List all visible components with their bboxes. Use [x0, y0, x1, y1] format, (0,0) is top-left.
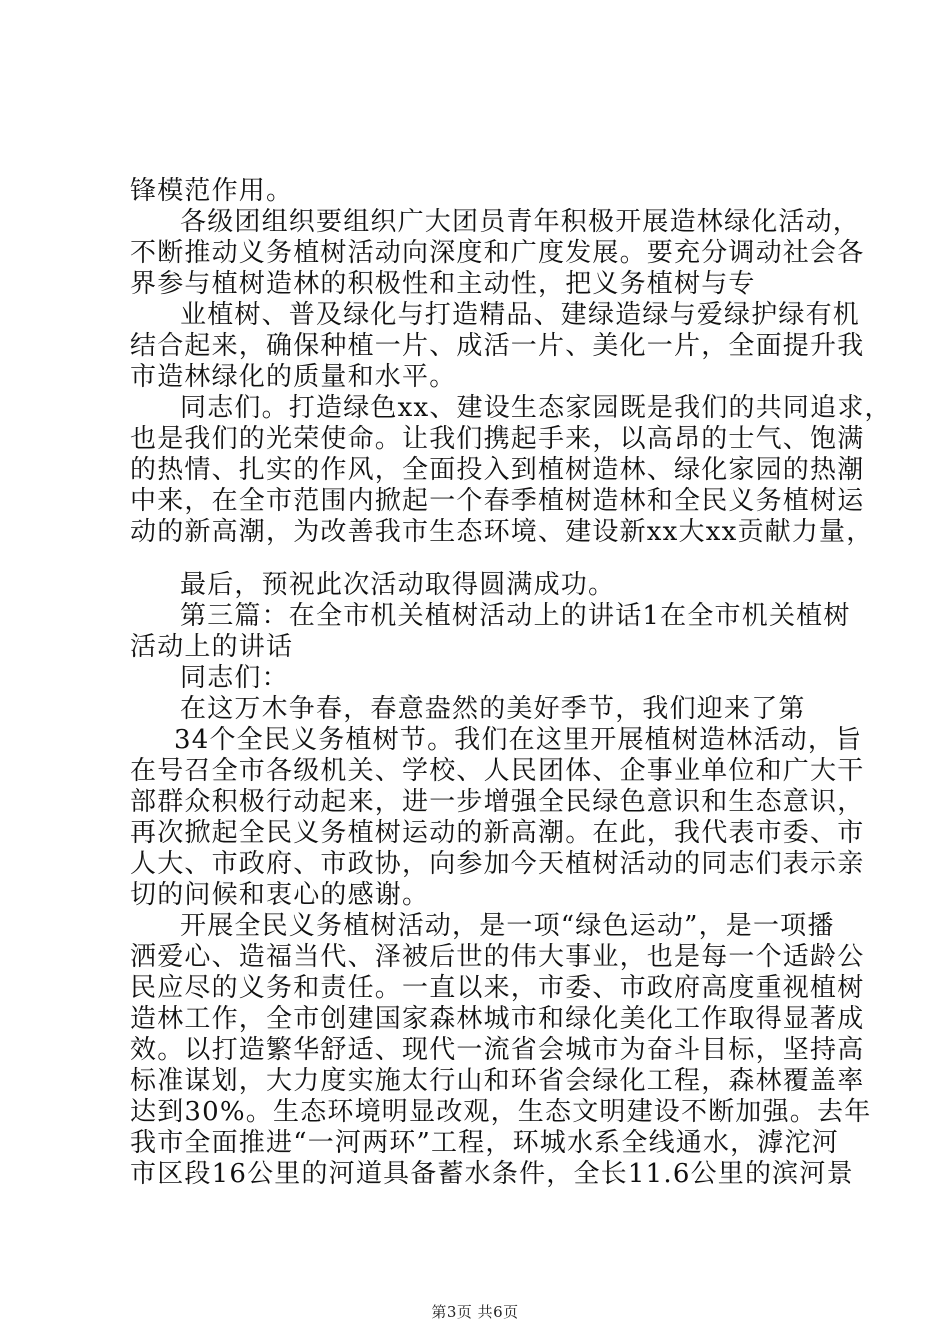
text-line: 的热情、扎实的作风，全面投入到植树造林、绿化家园的热潮 — [130, 455, 865, 485]
text-line: 造林工作，全市创建国家森林城市和绿化美化工作取得显著成 — [130, 1004, 865, 1034]
text-line: 各级团组织要组织广大团员青年积极开展造林绿化活动， — [180, 207, 861, 237]
text-line: 在这万木争春，春意盎然的美好季节，我们迎来了第 — [180, 694, 806, 724]
text-line: 最后，预祝此次活动取得圆满成功。 — [180, 570, 616, 600]
text-line: 达到30%。生态环境明显改观，生态文明建设不断加强。去年 — [130, 1097, 872, 1127]
text-line: 结合起来，确保种植一片、成活一片、美化一片，全面提升我 — [130, 331, 865, 361]
text-line: 切的问候和衷心的感谢。 — [130, 880, 430, 910]
text-line: 人大、市政府、市政协，向参加今天植树活动的同志们表示亲 — [130, 849, 865, 879]
text-line: 部群众积极行动起来，进一步增强全民绿色意识和生态意识， — [130, 787, 865, 817]
page-number: 第3页 共6页 — [431, 1303, 519, 1321]
text-line: 也是我们的光荣使命。让我们携起手来，以高昂的士气、饱满 — [130, 424, 865, 454]
text-line: 民应尽的义务和责任。一直以来，市委、市政府高度重视植树 — [130, 973, 865, 1003]
text-line: 效。以打造繁华舒适、现代一流省会城市为奋斗目标，坚持高 — [130, 1035, 865, 1065]
text-line: 不断推动义务植树活动向深度和广度发展。要充分调动社会各 — [130, 238, 865, 268]
text-line: 锋模范作用。 — [130, 176, 294, 206]
text-line: 34个全民义务植树节。我们在这里开展植树造林活动，旨 — [174, 725, 863, 755]
text-line: 我市全面推进“一河两环”工程，环城水系全线通水，滹沱河 — [130, 1128, 839, 1158]
text-line: 在号召全市各级机关、学校、人民团体、企事业单位和广大干 — [130, 756, 865, 786]
text-line: 市区段16公里的河道具备蓄水条件，全长11.6公里的滨河景 — [130, 1159, 854, 1189]
text-line: 界参与植树造林的积极性和主动性，把义务植树与专 — [130, 269, 756, 299]
text-line: 中来，在全市范围内掀起一个春季植树造林和全民义务植树运 — [130, 486, 865, 516]
text-line: 业植树、普及绿化与打造精品、建绿造绿与爱绿护绿有机 — [180, 300, 861, 330]
text-line: 同志们。打造绿色xx、建设生态家园既是我们的共同追求， — [180, 393, 892, 423]
text-line: 市造林绿化的质量和水平。 — [130, 362, 457, 392]
section-heading: 活动上的讲话 — [130, 632, 294, 662]
section-heading: 第三篇：在全市机关植树活动上的讲话1在全市机关植树 — [180, 601, 851, 631]
text-line: 开展全民义务植树活动，是一项“绿色运动”，是一项播 — [180, 911, 835, 941]
text-line: 动的新高潮，为改善我市生态环境、建设新xx大xx贡献力量， — [130, 517, 874, 547]
salutation: 同志们： — [180, 663, 289, 693]
text-line: 洒爱心、造福当代、泽被后世的伟大事业，也是每一个适龄公 — [130, 942, 865, 972]
text-line: 标准谋划，大力度实施太行山和环省会绿化工程，森林覆盖率 — [130, 1066, 865, 1096]
text-line: 再次掀起全民义务植树运动的新高潮。在此，我代表市委、市 — [130, 818, 865, 848]
